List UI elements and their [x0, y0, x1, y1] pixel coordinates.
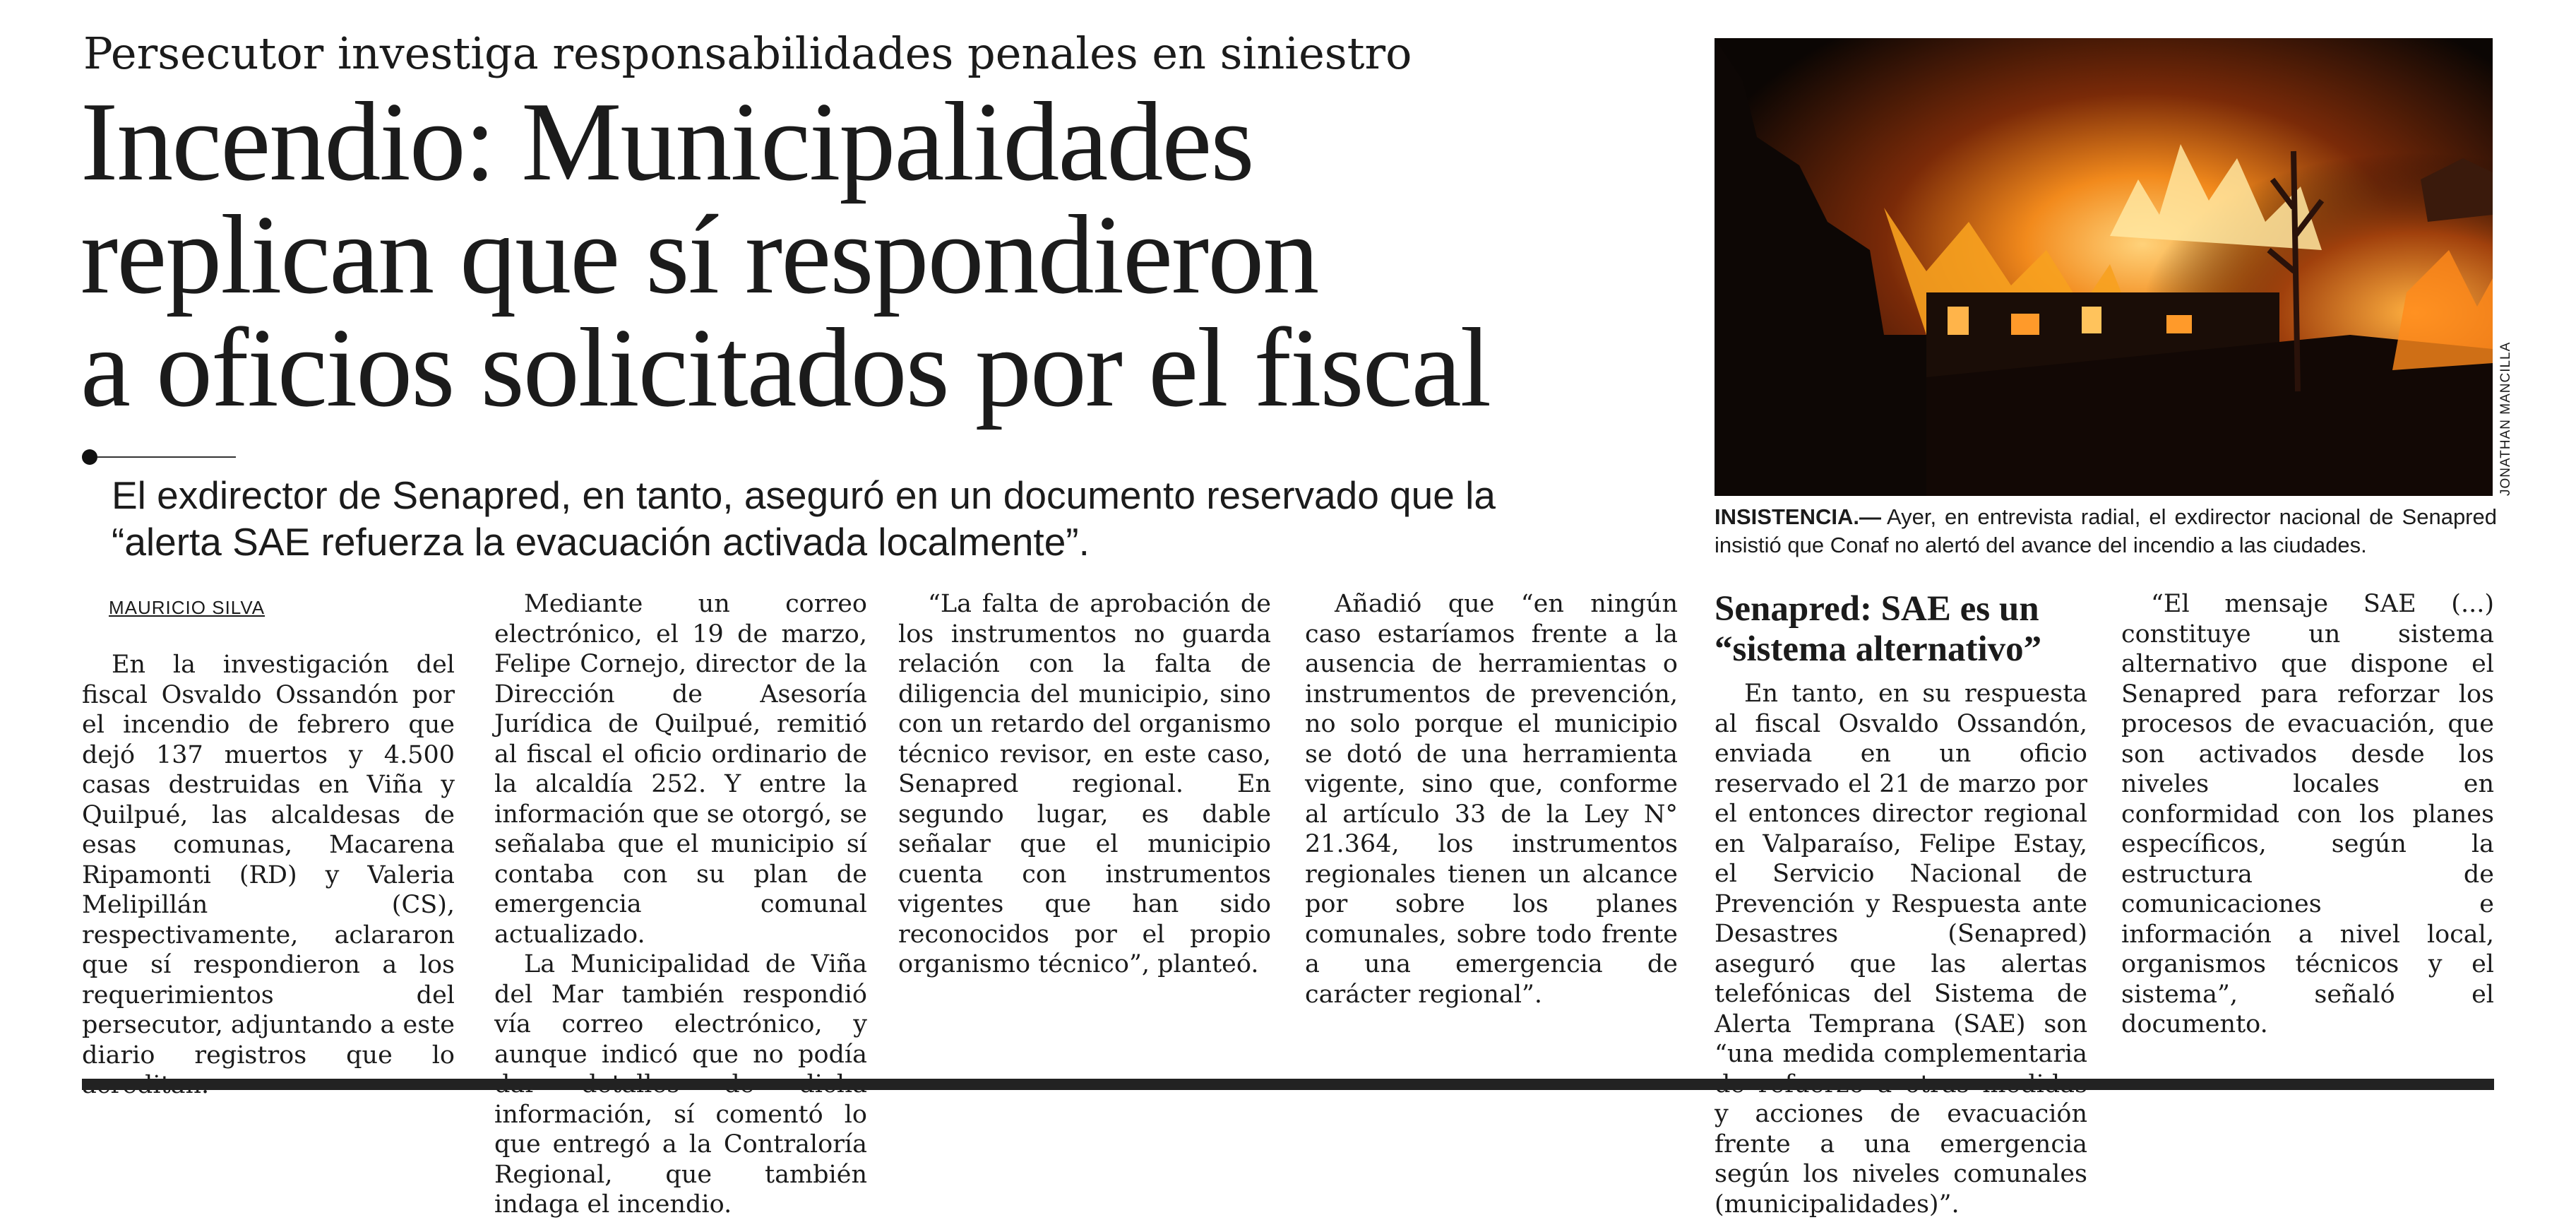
sidebar-heading-line: Senapred: SAE es un	[1715, 589, 2039, 629]
bottom-rule	[82, 1079, 2494, 1090]
body-column-3	[898, 589, 1271, 980]
body-column-4	[1305, 589, 1678, 1009]
deck-line: El exdirector de Senapred, en tanto, aseguró en un documento reservado que la	[112, 473, 1496, 517]
sidebar-paragraph: En tanto, en su respuesta al fiscal Osvaldo Ossandón, enviada en un oficio reservado el 21 de marzo por el entonces director regional en Valparaíso, Felipe Estay, el Servicio Nacional de Prevención y Respuesta ante Desastres (Senapred) aseguró que las alertas telefónicas del Sistema de Alerta Temprana (SAE) son “una medida complementaria y acciones de evacuación frente a una emergencia según los niveles comunales (municipalidades)”.	[1715, 680, 2087, 1219]
deck-bullet	[82, 449, 97, 465]
body-paragraph: La Municipalidad de Viña del Mar también respondió vía correo electrónico, y aunque indicó que no podía información, sí comentó lo que entregó a la Contraloría Regional, que también indaga el incendio.	[494, 950, 867, 1219]
body-column-1	[82, 650, 455, 1101]
sidebar-column-2	[2121, 589, 2494, 1040]
deck-line: “alerta SAE refuerza la evacuación activada localmente”.	[112, 520, 1090, 564]
kicker: Persecutor investiga responsabilidades penales en siniestro	[83, 28, 1412, 79]
sidebar-column-1	[1715, 679, 2087, 1219]
headline-line: Incendio: Municipalidades	[80, 78, 1253, 204]
byline: MAURICIO SILVA	[109, 597, 266, 618]
fire-photo	[1715, 38, 2493, 496]
photo-credit: JONATHAN MANCILLA	[2498, 341, 2513, 496]
caption-lead: INSISTENCIA.—	[1715, 504, 1881, 529]
deck-rule	[97, 456, 236, 458]
headline	[80, 78, 1676, 430]
headline-line: replican que sí respondieron	[80, 191, 1318, 317]
photo-caption	[1715, 503, 2497, 559]
caption-text: Ayer, en entrevista radial, el exdirector nacional de Senapred insistió que Conaf no alertó del avance del incendio a las ciudades.	[1715, 504, 2497, 557]
body-paragraph: “La falta de aprobación de los instrumentos no guarda relación con la falta de diligencia del municipio, sino con un retardo del organismo técnico revisor, en este caso, Senapred regional. En segundo lugar, es dable señalar que el municipio cuenta con instrumentos vigentes que han sido reconocidos por el propio organismo técnico”, planteó.	[898, 590, 1271, 978]
body-paragraph: En la investigación del fiscal Osvaldo Ossandón por el incendio de febrero que dejó 137 muertos y 4.500 casas destruidas en Viña y Quilpué, las alcaldesas de esas comunas, Macarena Ripamonti (RD) y Valeria Melipillán (CS), respectivamente, aclararon que sí respondieron a los requerimientos del persecutor, adjuntando a este diario registros que lo	[82, 651, 455, 1070]
sidebar-heading	[1715, 589, 2096, 670]
deck	[112, 472, 1623, 565]
sidebar-paragraph: “El mensaje SAE (...) constituye un sistema alternativo que dispone el Senapred para reforzar los procesos de evacuación, que son activados desde los niveles locales en conformidad con los planes específicos, según la estructura de comunicaciones e información a nivel local, organismos técnicos y el sistema”, señaló el documento.	[2121, 590, 2494, 1038]
body-paragraph: Añadió que “en ningún caso estaríamos frente a la ausencia de herramientas o instrumentos de prevención, no solo porque el municipio se dotó de una herramienta vigente, sino que, conforme al artículo 33 de la Ley N° 21.364, los instrumentos regionales tienen un alcance por sobre los planes comunales, sobre todo frente a una emergencia de carácter regional”.	[1305, 590, 1678, 1009]
body-paragraph: Mediante un correo electrónico, el 19 de marzo, Felipe Cornejo, director de la Dirección de Asesoría Jurídica de Quilpué, remitió al fiscal el oficio ordinario de la alcaldía 252. Y entre la información que se otorgó, se señalaba que el municipio sí contaba con su plan de emergencia comunal actualizado.	[494, 590, 868, 949]
headline-line: a oficios solicitados por el fiscal	[80, 304, 1491, 430]
body-column-2	[494, 589, 867, 1220]
sidebar-heading-line: “sistema alternativo”	[1715, 629, 2042, 669]
